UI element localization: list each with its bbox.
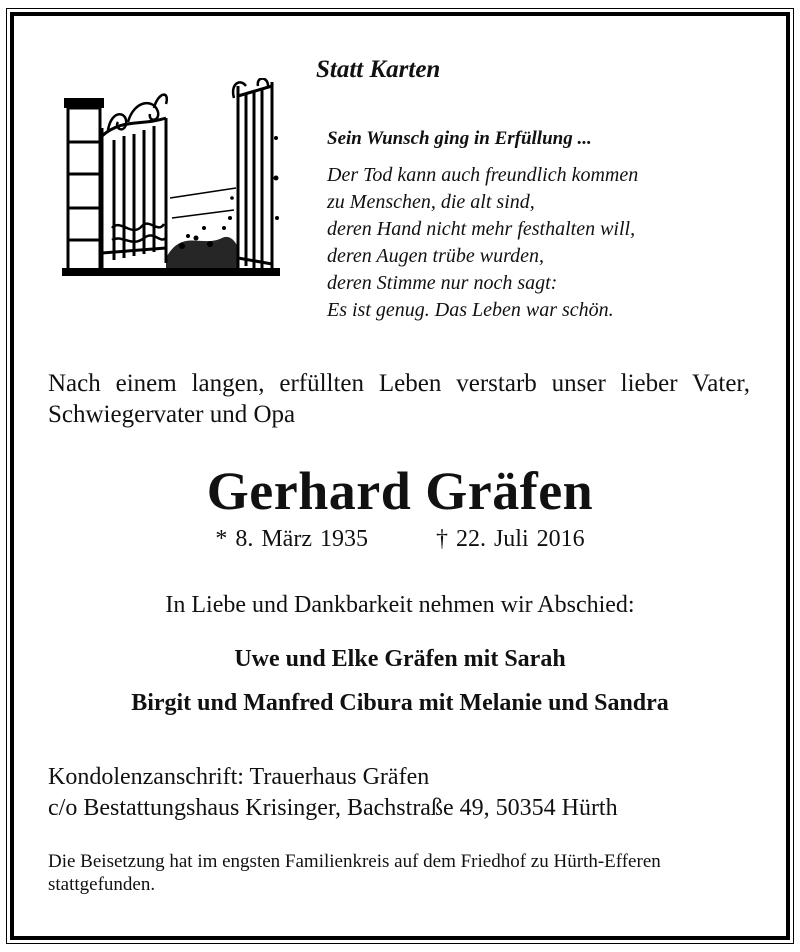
farewell-text: In Liebe und Dankbarkeit nehmen wir Abschied:	[165, 592, 635, 618]
poem-line: zu Menschen, die alt sind,	[327, 191, 535, 213]
poem-line: deren Hand nicht mehr festhalten will,	[327, 218, 636, 240]
deceased-name: Gerhard Gräfen	[206, 461, 594, 521]
poem-line: deren Stimme nur noch sagt:	[327, 272, 558, 294]
family-line: Uwe und Elke Gräfen mit Sarah	[234, 646, 566, 672]
burial-notice: Die Beisetzung hat im engsten Familienkreis auf dem Friedhof zu Hürth-Efferen stattgefunden.	[48, 851, 661, 895]
address-line: c/o Bestattungshaus Krisinger, Bachstraße 49, 50354 Hürth	[48, 795, 618, 821]
condolence-address	[48, 762, 618, 824]
heading: Statt Karten	[316, 56, 441, 83]
poem	[327, 162, 638, 324]
address-line: Kondolenzanschrift: Trauerhaus Gräfen	[48, 764, 430, 790]
poem-line: Es ist genug. Das Leben war schön.	[327, 299, 614, 321]
family-line: Birgit und Manfred Cibura mit Melanie und Sandra	[131, 690, 669, 716]
poem-line: deren Augen trübe wurden,	[327, 245, 545, 267]
poem-title: Sein Wunsch ging in Erfüllung ...	[327, 128, 592, 149]
poem-line: Der Tod kann auch freundlich kommen	[327, 164, 639, 186]
death-date: † 22. Juli 2016	[435, 526, 585, 552]
intro-text: Nach einem langen, erfüllten Leben verstarb unser lieber Vater, Schwiegervater und Opa	[48, 370, 750, 428]
life-dates	[0, 526, 800, 553]
birth-date: * 8. März 1935	[215, 526, 368, 552]
cemetery-gate-icon	[62, 78, 280, 276]
